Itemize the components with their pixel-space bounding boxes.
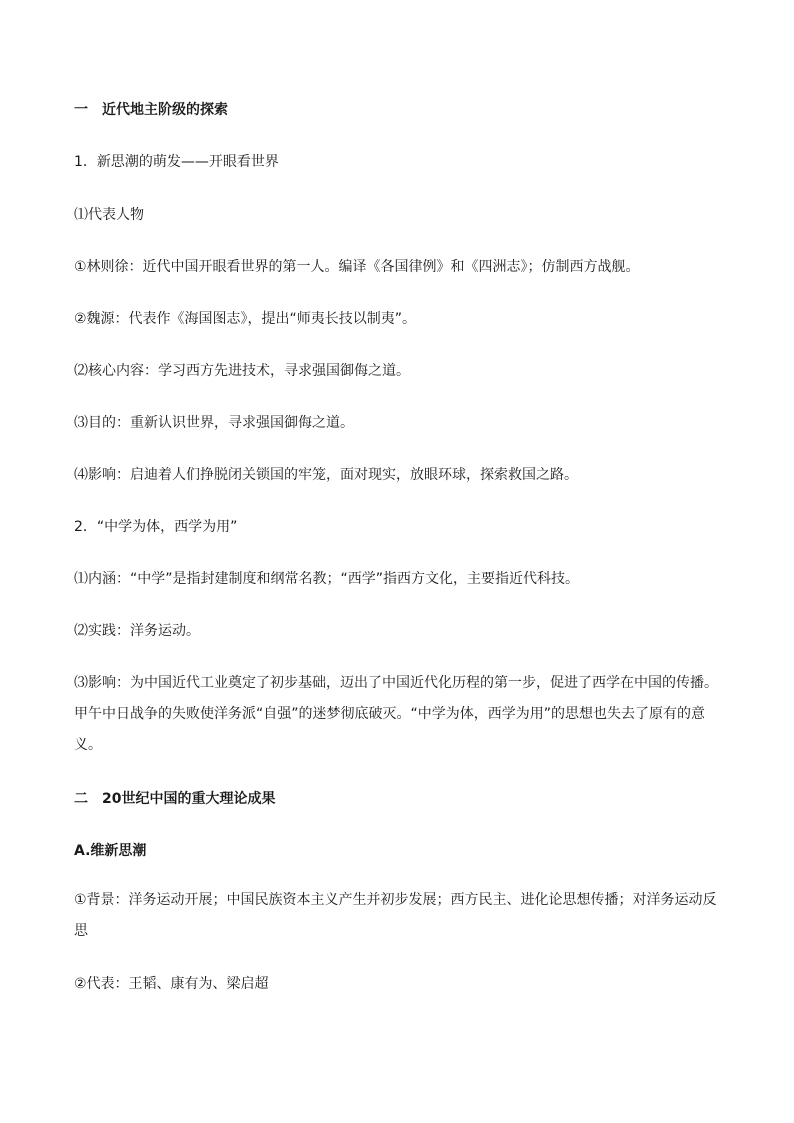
subpoint-purpose: ⑶目的：重新认识世界，寻求强国御侮之道。 [74,415,354,431]
subpoint-practice: ⑵实践：洋务运动。 [74,623,200,639]
section-heading-1: 一 近代地主阶级的探索 [74,102,228,118]
item-wei-yuan: ②魏源：代表作《海国图志》，提出“师夷长技以制夷”。 [74,311,417,327]
subpoint-influence: ⑷影响：启迪着人们挣脱闭关锁国的牢笼，面对现实，放眼环球，探索救国之路。 [74,467,578,483]
item-lin-zexu: ①林则徐：近代中国开眼看世界的第一人。编译《各国律例》和《四洲志》；仿制西方战舰。 [74,259,640,275]
subpoint-representatives: ⑴代表人物 [74,207,144,223]
section-heading-2: 二 20世纪中国的重大理论成果 [74,791,276,807]
subpoint-connotation: ⑴内涵：“中学”是指封建制度和纲常名教；“西学”指西方文化，主要指近代科技。 [74,571,580,587]
subheading-reform-thought: A.维新思潮 [74,843,147,859]
topic-title-2: 2．“中学为体，西学为用” [74,519,238,535]
subpoint-core-content: ⑵核心内容：学习西方先进技术，寻求强国御侮之道。 [74,363,410,379]
subpoint-impact-paragraph: ⑶影响：为中国近代工业奠定了初步基础，迈出了中国近代化历程的第一步，促进了西学在中国的传播。甲午中日战争的失败使洋务派“自强”的迷梦彻底破灭。“中学为体，西学为用”的思想也失去了原有的意义。 [74,675,718,753]
item-representatives: ②代表：王韬、康有为、梁启超 [74,976,269,992]
item-background: ①背景：洋务运动开展；中国民族资本主义产生并初步发展；西方民主、进化论思想传播；对洋务运动反思 [74,892,717,939]
topic-title-1: 1．新思潮的萌发——开眼看世界 [74,154,279,170]
